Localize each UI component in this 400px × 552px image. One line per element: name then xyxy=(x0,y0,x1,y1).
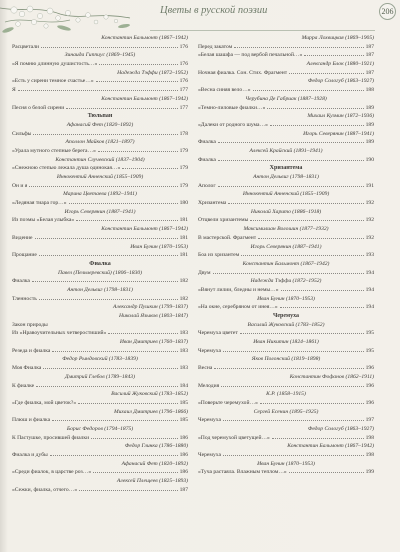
toc-leader-dots xyxy=(122,165,177,169)
toc-page-number: 179 xyxy=(179,182,188,189)
toc-entry-title: Мелодия xyxy=(198,382,220,389)
toc-leader-dots xyxy=(33,131,177,135)
toc-author: Иннокентий Анненский (1855–1909) xyxy=(242,191,330,198)
toc-leader-dots xyxy=(52,348,177,352)
toc-entry xyxy=(12,434,188,443)
toc-author: Алексей Плещеев (1825–1893) xyxy=(116,478,188,485)
toc-author: Игорь Северянин (1887–1941) xyxy=(250,243,322,250)
toc-author: Константин Бальмонт (1867–1942) xyxy=(101,226,188,233)
toc-leader-dots xyxy=(79,487,177,491)
toc-author: Надежда Тэффи (1872–1952) xyxy=(117,69,188,76)
toc-entry xyxy=(12,164,188,173)
toc-leader-dots xyxy=(221,383,363,387)
page-number: 206 xyxy=(379,3,396,20)
toc-entry-title: Из «Нравоучительных четверостиший» xyxy=(12,330,107,337)
toc-author: Антон Дельвиг (1798–1831) xyxy=(67,286,133,293)
toc-entry-title: Он и я xyxy=(12,182,28,189)
toc-page-number: 185 xyxy=(179,399,188,406)
toc-entry-title: Расцветали xyxy=(12,43,39,50)
toc-leader-dots xyxy=(218,139,364,143)
toc-entry-title: Черемуха xyxy=(198,417,221,424)
toc-entry xyxy=(198,434,374,443)
toc-author: Зинаида Гиппиус (1869–1945) xyxy=(64,52,136,59)
toc-author: Николай Языков (1803–1847) xyxy=(119,313,188,319)
running-header xyxy=(160,5,360,27)
toc-entry xyxy=(198,382,374,391)
toc-leader-dots xyxy=(304,52,363,56)
toc-section-heading: Фиалка xyxy=(89,260,111,267)
toc-entry-title: «Вянут лилии, бледны и немы…» xyxy=(198,286,279,293)
toc-leader-dots xyxy=(281,287,364,291)
toc-entry xyxy=(198,234,374,243)
toc-entry xyxy=(198,43,374,52)
toc-leader-dots xyxy=(41,44,178,48)
toc-entry-title: Фиалка xyxy=(12,278,30,285)
toc-leader-dots xyxy=(39,252,178,256)
toc-page-number: 191 xyxy=(365,182,374,189)
toc-page-number: 192 xyxy=(365,217,374,224)
toc-entry xyxy=(12,486,188,495)
toc-entry-title: «Весна синяя вело…» xyxy=(198,87,251,94)
toc-leader-dots xyxy=(43,365,177,369)
toc-author: Алексей Крайский (1891–1941) xyxy=(249,147,323,154)
toc-entry xyxy=(12,468,188,477)
toc-entry-title: «На окне, серебряном от инея…» xyxy=(198,304,278,311)
toc-author: Афанасий Фет (1820–1892) xyxy=(66,121,134,128)
toc-author: Михаил Кузмин (1872–1936) xyxy=(307,113,374,120)
toc-author: Константин Бальмонт (1867–1942) xyxy=(101,95,188,102)
toc-entry-title: «Далеки от родного шума…» xyxy=(198,121,268,128)
toc-author: Федор Сологуб (1863–1927) xyxy=(307,78,374,85)
toc-page-number: 196 xyxy=(365,399,374,406)
toc-author: Федор Рындовский (1783–1839) xyxy=(62,356,138,363)
toc-leader-dots xyxy=(241,252,363,256)
toc-author: Константин Бальмонт (1867–1942) xyxy=(242,260,330,267)
toc-leader-dots xyxy=(18,87,178,91)
toc-entry-title: «Туча растаяла. Влажным теплом…» xyxy=(198,469,287,476)
toc-entry-title: Сильфы xyxy=(12,130,32,137)
toc-leader-dots xyxy=(93,469,177,473)
toc-entry xyxy=(198,303,374,312)
toc-entry xyxy=(198,86,374,95)
toc-entry xyxy=(198,451,374,460)
toc-page-number: 195 xyxy=(365,347,374,354)
toc-entry xyxy=(198,329,374,338)
toc-entry xyxy=(12,382,188,391)
toc-page-number: 194 xyxy=(365,304,374,311)
toc-entry-title: Фиалка xyxy=(198,139,216,146)
toc-entry-title: «Где фиалка, мой цветок?» xyxy=(12,399,77,406)
toc-entry-title: Фиалка xyxy=(198,156,216,163)
toc-entry xyxy=(198,347,374,356)
toc-page-number: 181 xyxy=(179,217,188,224)
toc-entry xyxy=(12,104,188,113)
toc-page-number: 183 xyxy=(179,347,188,354)
toc-author: Константин Фофанов (1862–1911) xyxy=(289,373,374,380)
toc-author: Александр Пушкин (1799–1837) xyxy=(112,304,188,311)
toc-page-number: 187 xyxy=(365,52,374,59)
toc-entry-title: Из поэмы «Белая улыбка» xyxy=(12,217,75,224)
toc-author: Василий Жуковский (1783–1852) xyxy=(111,391,188,398)
toc-page-number: 182 xyxy=(179,295,188,302)
toc-author: Игорь Северянин (1887–1941) xyxy=(303,130,374,137)
toc-page-number: 192 xyxy=(365,234,374,241)
toc-author: Максимилиан Волошин (1877–1932) xyxy=(243,226,329,233)
toc-entry-title: Резеда и фиалка xyxy=(12,347,51,354)
toc-author: Василий Жуковский (1783–1852) xyxy=(247,321,325,328)
toc-entry xyxy=(198,51,374,60)
toc-entry-title: Черемуха xyxy=(198,452,221,458)
toc-leader-dots xyxy=(66,105,177,109)
toc-entry-title: Песня о белой сирени xyxy=(12,104,65,111)
toc-entry xyxy=(12,416,188,425)
header-rule xyxy=(150,30,375,31)
toc-entry-title: «Среди фиалок, в царстве роз…» xyxy=(12,469,92,476)
toc-author: Иван Дмитриев (1760–1837) xyxy=(119,339,188,346)
toc-entry xyxy=(198,138,374,147)
toc-leader-dots xyxy=(69,200,178,204)
toc-author: Константин Случевский (1837–1904) xyxy=(55,156,145,163)
toc-entry xyxy=(198,364,374,373)
toc-leader-dots xyxy=(52,417,177,421)
toc-author: Антон Дельвиг (1798–1831) xyxy=(253,174,319,180)
toc-page-number: 198 xyxy=(365,452,374,458)
toc-entry-title: «Снежною степью лежала душа одинокая…» xyxy=(12,165,121,172)
toc-page-number: 187 xyxy=(179,486,188,493)
toc-page-number: 177 xyxy=(179,104,188,111)
toc-entry xyxy=(12,251,188,260)
toc-page-number: 176 xyxy=(179,78,188,85)
toc-entry xyxy=(198,399,374,408)
toc-entry xyxy=(198,199,374,208)
toc-entry-title: В мастерской. Фрагмент xyxy=(198,234,257,241)
toc-entry xyxy=(198,286,374,295)
toc-section-heading: Черемуха xyxy=(272,313,300,319)
toc-page-number: 186 xyxy=(179,469,188,476)
toc-entry xyxy=(12,60,188,69)
toc-leader-dots xyxy=(223,452,364,456)
toc-page-number: 196 xyxy=(365,365,374,372)
toc-author: Борис Федоров (1794–1875) xyxy=(66,425,134,432)
toc-entry-title: Видение xyxy=(12,234,33,241)
toc-leader-dots xyxy=(250,217,363,221)
toc-author: Константин Бальмонт (1867–1942) xyxy=(287,443,374,450)
toc-page-number: 179 xyxy=(179,165,188,172)
toc-author: Николай Харито (1886–1918) xyxy=(250,208,322,215)
toc-author: Федор Сологуб (1863–1927) xyxy=(307,425,374,432)
toc-leader-dots xyxy=(76,217,177,221)
toc-entry-title: Боа из хризантем xyxy=(198,252,240,259)
toc-page-number: 180 xyxy=(179,200,188,207)
toc-entry-title: Весна xyxy=(198,365,213,372)
toc-author: Мирра Лохвицкая (1869–1905) xyxy=(301,35,374,41)
toc-entry xyxy=(12,130,188,139)
toc-entry xyxy=(198,216,374,225)
toc-page-number: 187 xyxy=(365,43,374,50)
toc-entry xyxy=(12,451,188,460)
toc-page-number: 181 xyxy=(179,234,188,241)
toc-author: Александр Блок (1880–1921) xyxy=(306,61,374,68)
toc-page-number: 188 xyxy=(365,87,374,94)
toc-author: Павел (Пельчеревский) (1806–1830) xyxy=(57,269,143,276)
toc-page-number: 183 xyxy=(179,330,188,337)
toc-leader-dots xyxy=(96,78,178,82)
toc-entry-title: «Темно-лиловые фиалки…» xyxy=(198,104,266,111)
toc-entry-title: Я xyxy=(12,87,16,94)
toc-page-number: 186 xyxy=(179,452,188,458)
toc-entry xyxy=(12,329,188,338)
toc-section-heading: Тюльпан xyxy=(87,113,113,120)
toc-entry xyxy=(198,121,374,130)
toc-entry xyxy=(12,77,188,86)
toc-entry-title: «Сежки, фиалка, отчего…» xyxy=(12,486,78,493)
toc-author: Иван Никитин (1824–1861) xyxy=(253,339,319,346)
toc-leader-dots xyxy=(280,304,364,308)
toc-entry xyxy=(12,399,188,408)
toc-author: Иннокентий Анненский (1855–1909) xyxy=(56,174,144,180)
toc-leader-dots xyxy=(289,70,363,74)
toc-entry xyxy=(198,156,374,165)
toc-entry-title: Тленность xyxy=(12,295,37,302)
toc-entry-title: Черемуха xyxy=(198,347,221,354)
toc-leader-dots xyxy=(32,278,178,282)
toc-author: К.Р. (1858–1915) xyxy=(266,391,306,398)
toc-entry-title: «Урала мутного степные берега…» xyxy=(12,147,96,154)
toc-leader-dots xyxy=(98,148,178,152)
toc-author: Аполлон Майков (1821–1897) xyxy=(65,139,135,146)
toc-entry-title: Аполог xyxy=(198,182,216,189)
toc-entry-title: К фиалке xyxy=(12,382,35,389)
toc-leader-dots xyxy=(108,330,177,334)
toc-author: Дмитрий Глебов (1789–1843) xyxy=(65,373,135,380)
toc-entry-title: Черемуха цветет xyxy=(198,330,238,337)
toc-page-number: 182 xyxy=(179,278,188,285)
toc-page-number: 190 xyxy=(365,156,374,163)
toc-page-number: 181 xyxy=(179,252,188,259)
toc-author: Иван Бунин (1870–1953) xyxy=(257,460,315,467)
toc-leader-dots xyxy=(240,330,364,334)
toc-entry-title: Закон природы xyxy=(12,321,48,328)
toc-leader-dots xyxy=(35,235,178,239)
toc-leader-dots xyxy=(78,400,177,404)
toc-author: Надежда Тэффи (1872–1952) xyxy=(250,278,322,285)
toc-page-number: 189 xyxy=(365,121,374,128)
toc-entry xyxy=(198,104,374,113)
toc-entry-title: Хризантема xyxy=(198,200,227,207)
toc-entry xyxy=(198,416,374,425)
toc-leader-dots xyxy=(91,435,177,439)
toc-leader-dots xyxy=(258,235,363,239)
toc-leader-dots xyxy=(218,157,364,161)
toc-entry-title: Перед закатом xyxy=(198,43,233,50)
toc-page-number: 193 xyxy=(365,252,374,259)
toc-page-number: 196 xyxy=(365,382,374,389)
toc-entry xyxy=(12,216,188,225)
toc-page-number: 189 xyxy=(365,139,374,146)
toc-entry xyxy=(198,468,374,477)
toc-entry xyxy=(12,347,188,356)
toc-leader-dots xyxy=(289,469,364,473)
toc-entry xyxy=(12,364,188,373)
toc-page-number: 177 xyxy=(179,87,188,94)
toc-page-number: 176 xyxy=(179,43,188,50)
toc-entry-title: «Я помню длинную душистость…» xyxy=(12,61,98,68)
toc-author: Иван Бунин (1870–1953) xyxy=(130,243,188,250)
toc-section-heading: Хризантема xyxy=(269,165,303,172)
toc-leader-dots xyxy=(36,383,177,387)
toc-leader-dots xyxy=(267,105,363,109)
toc-entry-title: «Белая шашфа — под вербой печальной…» xyxy=(198,52,303,59)
toc-entry xyxy=(198,269,374,278)
toc-leader-dots xyxy=(270,122,364,126)
toc-page-number: 189 xyxy=(365,104,374,111)
toc-entry-title: «Под черемухой цветущей…» xyxy=(198,434,270,441)
toc-author: Черубина Де Габриак (1887–1928) xyxy=(245,95,327,102)
toc-page-number: 192 xyxy=(365,200,374,207)
toc-leader-dots xyxy=(99,61,177,65)
toc-leader-dots xyxy=(214,365,363,369)
toc-author: Константин Бальмонт (1867–1942) xyxy=(101,35,188,41)
toc-entry xyxy=(12,277,188,286)
toc-entry-title: Двум xyxy=(198,269,211,276)
toc-leader-dots xyxy=(213,270,364,274)
toc-entry xyxy=(12,295,188,304)
toc-page-number: 178 xyxy=(179,130,188,137)
toc-author: Сергей Есенин (1895–1925) xyxy=(253,408,319,415)
toc-author: Иван Бунин (1870–1953) xyxy=(257,295,315,302)
toc-page-number: 187 xyxy=(365,69,374,76)
toc-entry xyxy=(12,182,188,191)
toc-page-number: 197 xyxy=(365,417,374,424)
running-header-title: Цветы в русской поэзии xyxy=(160,5,268,16)
toc-page-number: 186 xyxy=(179,434,188,441)
toc-entry-title: «Ледяная тиара гор…» xyxy=(12,200,67,207)
toc-page-number: 194 xyxy=(365,269,374,276)
toc-author: Игорь Северянин (1887–1941) xyxy=(64,208,136,215)
toc-entry-title: К Пастушке, просившей фиалки xyxy=(12,434,90,441)
toc-entry-title: Плюш и фиалка xyxy=(12,417,51,424)
toc-leader-dots xyxy=(39,296,178,300)
toc-entry xyxy=(12,147,188,156)
toc-page-number: 194 xyxy=(365,286,374,293)
toc-entry-title: Моя Фиалка xyxy=(12,365,42,372)
toc-leader-dots xyxy=(260,400,364,404)
toc-entry xyxy=(12,199,188,208)
toc-entry xyxy=(12,321,188,330)
toc-page-number: 185 xyxy=(179,417,188,424)
toc-entry xyxy=(12,234,188,243)
toc-entry xyxy=(12,86,188,95)
toc-page-number: 179 xyxy=(179,147,188,154)
toc-entry-title: «Есть у сирени темное счастье…» xyxy=(12,78,94,85)
toc-page-number: 198 xyxy=(365,434,374,441)
toc-leader-dots xyxy=(223,348,364,352)
toc-author: Михаил Дмитриев (1796–1866) xyxy=(113,408,188,415)
toc-entry-title: Фиалка и дубы xyxy=(12,452,48,458)
toc-leader-dots xyxy=(253,87,364,91)
toc-entry-title: Отцвели хризантемы xyxy=(198,217,249,224)
toc-leader-dots xyxy=(234,44,363,48)
toc-author: Марина Цветаева (1892–1941) xyxy=(63,191,137,198)
toc-entry xyxy=(12,43,188,52)
toc-right-column xyxy=(198,34,374,477)
toc-entry-title: «Поверьте черемухой…» xyxy=(198,399,258,406)
toc-entry xyxy=(198,182,374,191)
toc-page-number: 183 xyxy=(179,365,188,372)
toc-entry xyxy=(198,69,374,78)
toc-entry-title: Ночная фиалка. Сон. Стих. Фрагмент xyxy=(198,69,288,76)
toc-page-number: 184 xyxy=(179,382,188,389)
toc-left-column xyxy=(12,34,188,494)
toc-leader-dots xyxy=(228,200,363,204)
toc-leader-dots xyxy=(29,183,177,187)
toc-leader-dots xyxy=(223,417,364,421)
toc-author: Афанасий Фет (1820–1892) xyxy=(121,460,188,467)
toc-page-number: 199 xyxy=(365,469,374,476)
toc-leader-dots xyxy=(272,435,364,439)
toc-leader-dots xyxy=(50,452,178,456)
toc-page-number: 195 xyxy=(365,330,374,337)
toc-page-number: 176 xyxy=(179,61,188,68)
toc-author: Федор Глинка (1786–1880) xyxy=(124,443,188,450)
toc-entry-title: Прощание xyxy=(12,252,37,259)
toc-author: Яков Полонский (1819–1898) xyxy=(251,356,321,363)
toc-leader-dots xyxy=(218,183,364,187)
toc-entry xyxy=(198,251,374,260)
